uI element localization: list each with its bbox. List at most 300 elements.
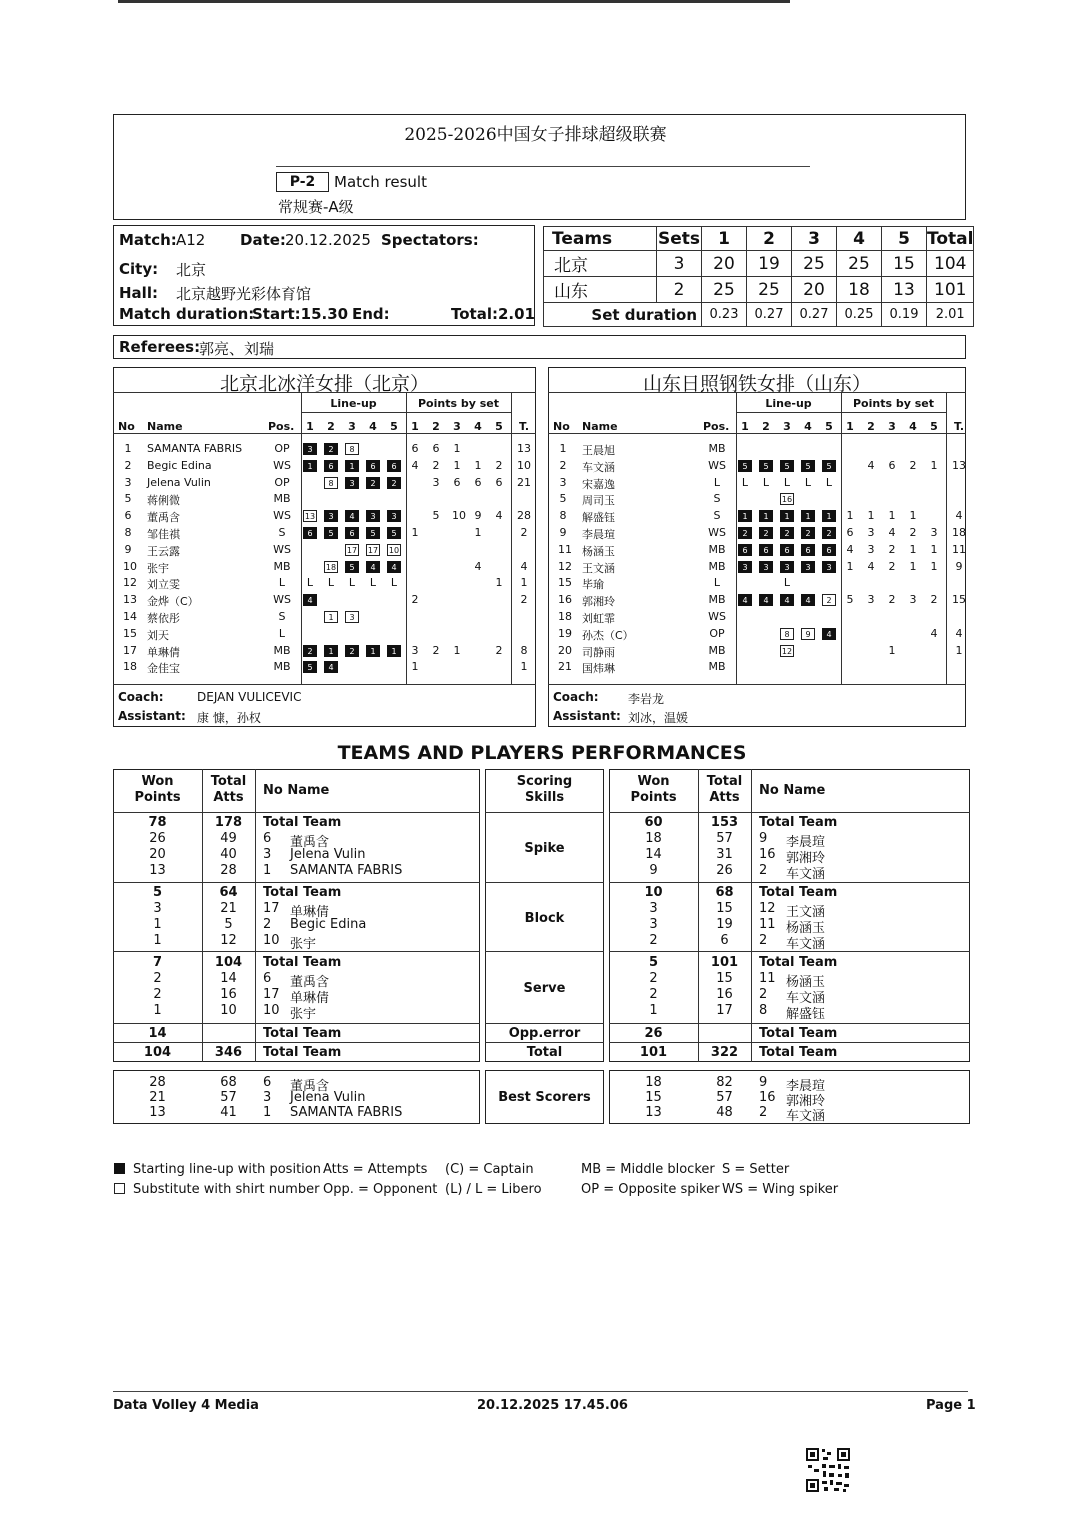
skill-label: Opp.error [508,1026,581,1041]
lineup-mark: 2 [738,527,752,539]
points-set-header: 2 [432,420,440,433]
player-name: 车文涵 [786,937,826,952]
player-name: 郭湘玲 [786,1094,826,1109]
lineup-mark: 4 [387,561,401,573]
won-points: 1 [153,933,162,948]
player-number: 1 [263,1105,272,1120]
player-number: 9 [759,831,768,846]
player-number: 14 [123,610,137,623]
won-points: 78 [148,815,167,830]
lineup-mark: 5 [366,527,380,539]
player-name: Jelena Vulin [290,847,366,862]
assistant-label: Assistant: [553,709,621,723]
lineup-mark: 5 [801,460,815,472]
player-total: 4 [955,509,963,523]
set-points: 1 [846,509,854,523]
divider [113,1042,480,1043]
league-title: 2025-2026中国女子排球超级联赛 [404,125,667,145]
lineup-mark: 6 [780,544,794,556]
points-set-header: 3 [888,420,896,433]
player-position: S [278,610,286,623]
total-atts: 57 [716,1090,733,1105]
player-name: 王云露 [147,544,180,558]
set-score: 15 [882,251,927,277]
player-name: Total Team [759,1026,838,1041]
city-value: 北京 [176,261,207,279]
no-name-header: No Name [759,783,826,798]
player-total: 4 [520,559,528,573]
player-name: 车文涵 [582,460,615,474]
lineup-mark: 2 [345,645,359,657]
player-number: 6 [263,971,272,986]
total-atts: 322 [710,1045,739,1060]
total-header: Total [927,228,974,249]
set-duration: 0.25 [837,303,882,327]
lineup-mark: 2 [801,527,815,539]
set-points: 4 [495,509,503,523]
player-total: 11 [952,542,966,556]
player-number: 6 [124,509,132,523]
divider [485,951,604,952]
lineup-mark: 3 [366,510,380,522]
player-name: 李晨瑄 [786,835,826,850]
set-points: 1 [888,509,896,523]
lineup-mark: L [762,475,770,489]
lineup-mark: 1 [324,611,338,623]
player-total: 15 [952,593,966,607]
player-name: SAMANTA FABRIS [290,863,403,878]
set-score: 20 [702,251,747,277]
lineup-set-header: 2 [762,420,770,433]
player-number: 3 [263,1090,272,1105]
won-points: 1 [153,917,162,932]
footer-rule [113,1391,968,1392]
set-points: 2 [888,559,896,573]
lineup-mark: 5 [738,460,752,472]
assistant-label: Assistant: [118,709,186,723]
set-points: 1 [909,509,917,523]
set-points: 1 [888,643,896,657]
player-number: 10 [123,559,137,573]
set-points: 6 [432,442,440,455]
lineup-mark: 3 [759,561,773,573]
set-points: 1 [453,458,461,472]
header-rule [276,166,810,167]
player-name: 毕瑜 [582,578,604,592]
player-total: 1 [520,660,528,674]
lineup-mark: 17 [367,545,379,555]
lineup-mark: 5 [345,561,359,573]
total-header: T. [953,420,964,433]
skill-label: Spike [524,841,565,856]
player-total: 1 [520,576,528,590]
legend-s: S = Setter [722,1162,790,1177]
player-total: 13 [952,458,966,472]
divider [113,882,480,883]
player-position: WS [273,593,291,607]
player-name: Total Team [263,815,342,830]
player-name: Total Team [263,1026,342,1041]
player-number: 11 [558,542,572,556]
points-set-header: 1 [411,420,419,433]
total-atts: 26 [716,863,733,878]
set-header: 3 [792,227,837,251]
lineup-mark: 2 [324,443,338,455]
set-points: 3 [909,593,917,607]
player-number: 19 [558,626,572,640]
divider [736,412,946,413]
player-name: 王文涵 [582,561,615,575]
player-name: Total Team [263,955,342,970]
sets-won: 3 [657,251,702,277]
total-atts: 28 [220,863,237,878]
set-points: 3 [411,643,419,657]
player-name: 蒋俐微 [147,494,180,508]
set-points: 2 [909,458,917,472]
won-points: 15 [645,1090,662,1105]
player-position: WS [708,526,726,539]
total-atts: 10 [220,1003,237,1018]
player-name: 杨涵玉 [786,975,826,990]
won-points-header: Points [134,790,181,805]
won-points: 3 [649,901,658,916]
no-header: No [553,420,570,433]
total-atts-header: Total [706,774,743,789]
player-number: 2 [759,933,768,948]
won-points: 21 [149,1090,166,1105]
name-header: Name [582,420,618,433]
lineup-mark: 1 [303,460,317,472]
date-label: Date: [240,231,286,249]
set-points: 4 [930,626,938,640]
player-number: 2 [263,917,272,932]
player-position: OP [709,626,725,640]
skill-label: Block [524,911,565,926]
total-header: T. [518,420,529,433]
set-duration: 0.27 [792,303,837,327]
player-name: Begic Edina [147,458,212,472]
lineup-mark: 3 [345,477,359,489]
player-name: 车文涵 [786,1109,826,1124]
divider [113,1023,480,1024]
set-duration-label: Set duration [544,303,702,327]
coach-label: Coach: [118,690,164,704]
player-name: 金烨（C） [147,595,199,609]
lineup-mark: 16 [781,495,793,505]
set-header: 4 [837,227,882,251]
won-points: 60 [644,815,663,830]
divider [609,882,970,883]
set-points: 1 [930,559,938,573]
total-atts: 6 [720,933,729,948]
lineup-set-header: 5 [825,420,833,433]
set-points: 2 [411,593,419,607]
won-points: 104 [143,1045,172,1060]
set-points: 6 [474,475,482,489]
filled-square-icon [114,1163,125,1174]
set-points: 1 [495,576,503,590]
set-duration: 0.23 [702,303,747,327]
set-points: 3 [867,542,875,556]
total-score: 101 [927,277,974,303]
player-number: 11 [759,971,776,986]
player-position: WS [273,509,291,523]
player-number: 10 [263,933,280,948]
lineup-mark: 1 [801,510,815,522]
set-score: 19 [747,251,792,277]
set-points: 1 [909,542,917,556]
set-duration: 0.27 [747,303,792,327]
player-name: 郭湘玲 [582,595,615,609]
spectators-label: Spectators: [381,231,479,249]
player-name: 解盛钰 [786,1007,826,1022]
player-position: MB [273,559,291,573]
won-points: 13 [645,1105,662,1120]
lineup-header: Line-up [330,397,377,410]
points-set-header: 1 [846,420,854,433]
lineup-set-header: 1 [741,420,749,433]
start-time: Start:15.30 [252,305,349,323]
total-atts-header: Total [210,774,247,789]
lineup-mark: L [804,475,812,489]
player-number: 1 [263,863,272,878]
legend-captain: (C) = Captain [445,1162,534,1177]
lineup-mark: L [783,576,791,590]
set-points: 2 [495,643,503,657]
lineup-mark: 5 [822,460,836,472]
set-points: 1 [867,509,875,523]
lineup-mark: 3 [738,561,752,573]
lineup-mark: 3 [801,561,815,573]
won-points: 26 [644,1026,663,1041]
lineup-set-header: 3 [783,420,791,433]
lineup-mark: 6 [324,460,338,472]
lineup-set-header: 4 [804,420,812,433]
player-name: 董禹含 [147,511,180,525]
total-atts: 31 [716,847,733,862]
city-label: City: [119,260,159,278]
total-atts: 101 [710,955,739,970]
lineup-mark: 13 [304,512,316,522]
player-number: 2 [124,458,132,472]
total-score: 104 [927,251,974,277]
player-name: 解盛钰 [582,511,615,525]
set-points: 6 [888,458,896,472]
divider [113,812,480,813]
player-total: 18 [952,526,966,539]
set-points: 4 [888,526,896,539]
lineup-mark: 4 [345,510,359,522]
won-points: 2 [153,971,162,986]
player-total: 1 [955,643,963,657]
player-number: 9 [759,1075,768,1090]
set-points: 1 [411,526,419,539]
lineup-mark: 4 [759,594,773,606]
points-set-header: 4 [909,420,917,433]
set-points: 2 [909,526,917,539]
won-points: 2 [649,987,658,1002]
player-number: 8 [559,509,567,523]
won-points: 5 [152,885,163,900]
player-name: 周司玉 [582,494,615,508]
doc-label: Match result [334,173,427,191]
won-points: 14 [148,1026,167,1041]
lineup-mark: 6 [303,527,317,539]
lineup-mark: 17 [346,545,358,555]
won-points: 18 [645,1075,662,1090]
name-header: Name [147,420,183,433]
divider [301,392,302,684]
player-number: 20 [558,643,572,657]
player-position: MB [708,542,726,556]
player-position: L [713,576,721,590]
won-points: 14 [645,847,662,862]
divider [485,1042,604,1043]
player-name: 车文涵 [786,991,826,1006]
lineup-mark: 1 [387,645,401,657]
set-points: 1 [474,458,482,472]
player-number: 15 [558,576,572,590]
total-atts: 5 [224,917,233,932]
total-atts: 16 [716,987,733,1002]
lineup-mark: 6 [759,544,773,556]
empty-square-icon [114,1183,125,1194]
won-points-header: Points [630,790,677,805]
player-name: Begic Edina [290,917,367,932]
skill-label: Serve [523,981,566,996]
player-position: WS [273,542,291,556]
set-points: 6 [495,475,503,489]
won-points: 101 [639,1045,668,1060]
player-name: 蔡依彤 [147,612,180,625]
legend-op: OP = Opposite spiker [581,1182,720,1197]
player-number: 17 [263,901,280,916]
end-label: End: [352,305,390,323]
player-name: Total Team [759,955,838,970]
total-atts: 40 [220,847,237,862]
doc-code: P-2 [276,172,329,192]
player-number: 17 [123,643,137,657]
lineup-mark: L [348,576,356,590]
player-position: MB [708,593,726,607]
player-name: Total Team [759,1045,838,1060]
lineup-mark: 6 [801,544,815,556]
duration-total: 2.01 [927,303,974,327]
player-total: 2 [520,526,528,539]
player-number: 3 [263,847,272,862]
total-atts: 57 [716,831,733,846]
lineup-mark: 3 [387,510,401,522]
player-number: 13 [123,593,137,607]
lineup-mark: 8 [345,443,359,455]
player-number: 2 [759,863,768,878]
set-points: 3 [930,526,938,539]
legend-starting: Starting line-up with position [133,1162,321,1177]
points-set-header: 2 [867,420,875,433]
player-number: 12 [558,559,572,573]
lineup-mark: 4 [303,594,317,606]
team-name: 北京 [544,251,657,277]
assistant-name: 刘冰，温媛 [628,711,689,725]
points-set-header: 5 [495,420,503,433]
player-position: S [713,492,721,506]
total-atts: 68 [220,1075,237,1090]
total-atts: 104 [214,955,243,970]
won-points: 5 [648,955,659,970]
set-score: 25 [837,251,882,277]
stage-label: 常规赛-A级 [278,198,354,216]
lineup-mark: 5 [780,460,794,472]
player-position: S [278,526,286,539]
lineup-mark: 8 [324,477,338,489]
player-total: 10 [517,458,531,472]
player-number: 6 [263,831,272,846]
total-atts: 17 [716,1003,733,1018]
player-number: 16 [759,1090,776,1105]
player-name: 杨涵玉 [786,921,826,936]
lineup-mark: 1 [822,510,836,522]
player-name: 国炜琳 [582,662,615,676]
player-position: WS [708,458,726,472]
player-total: 13 [517,442,531,455]
player-name: 张宇 [290,937,317,952]
player-number: 10 [263,1003,280,1018]
set-points: 2 [432,458,440,472]
skill-label: Best Scorers [498,1090,591,1105]
coach-name: 李岩龙 [628,692,665,706]
player-name: 金佳宝 [147,662,180,676]
won-points: 13 [149,1105,166,1120]
total-atts-header: Atts [709,790,740,805]
lineup-mark: 5 [303,661,317,673]
divider [485,882,604,883]
lineup-mark: 6 [822,544,836,556]
set-points: 2 [888,593,896,607]
set-points: 9 [474,509,482,523]
footer-page: Page 1 [926,1398,976,1413]
scoring-skills-header: Scoring [516,774,573,789]
player-name: 董禹含 [290,1079,330,1094]
player-name: 郭湘玲 [786,851,826,866]
player-position: L [278,626,286,640]
lineup-mark: 4 [801,594,815,606]
set-points: 2 [888,542,896,556]
lineup-mark: L [327,576,335,590]
divider [113,392,536,393]
player-total: 8 [520,643,528,657]
lineup-set-header: 3 [348,420,356,433]
lineup-mark: 2 [303,645,317,657]
won-points: 3 [153,901,162,916]
set-points: 3 [432,475,440,489]
no-name-header: No Name [263,783,330,798]
lineup-mark: 2 [759,527,773,539]
lineup-mark: 2 [822,527,836,539]
player-name: 张宇 [147,561,169,575]
lineup-mark: 6 [366,460,380,472]
player-name: 刘虹霏 [582,612,615,625]
lineup-mark: 4 [738,594,752,606]
player-number: 18 [123,660,137,674]
hall-label: Hall: [119,284,158,302]
player-number: 5 [559,492,567,506]
player-number: 15 [123,626,137,640]
player-number: 18 [558,610,572,623]
lineup-mark: 9 [801,628,815,640]
lineup-mark: 1 [345,460,359,472]
total-atts: 41 [220,1105,237,1120]
won-points: 26 [149,831,166,846]
